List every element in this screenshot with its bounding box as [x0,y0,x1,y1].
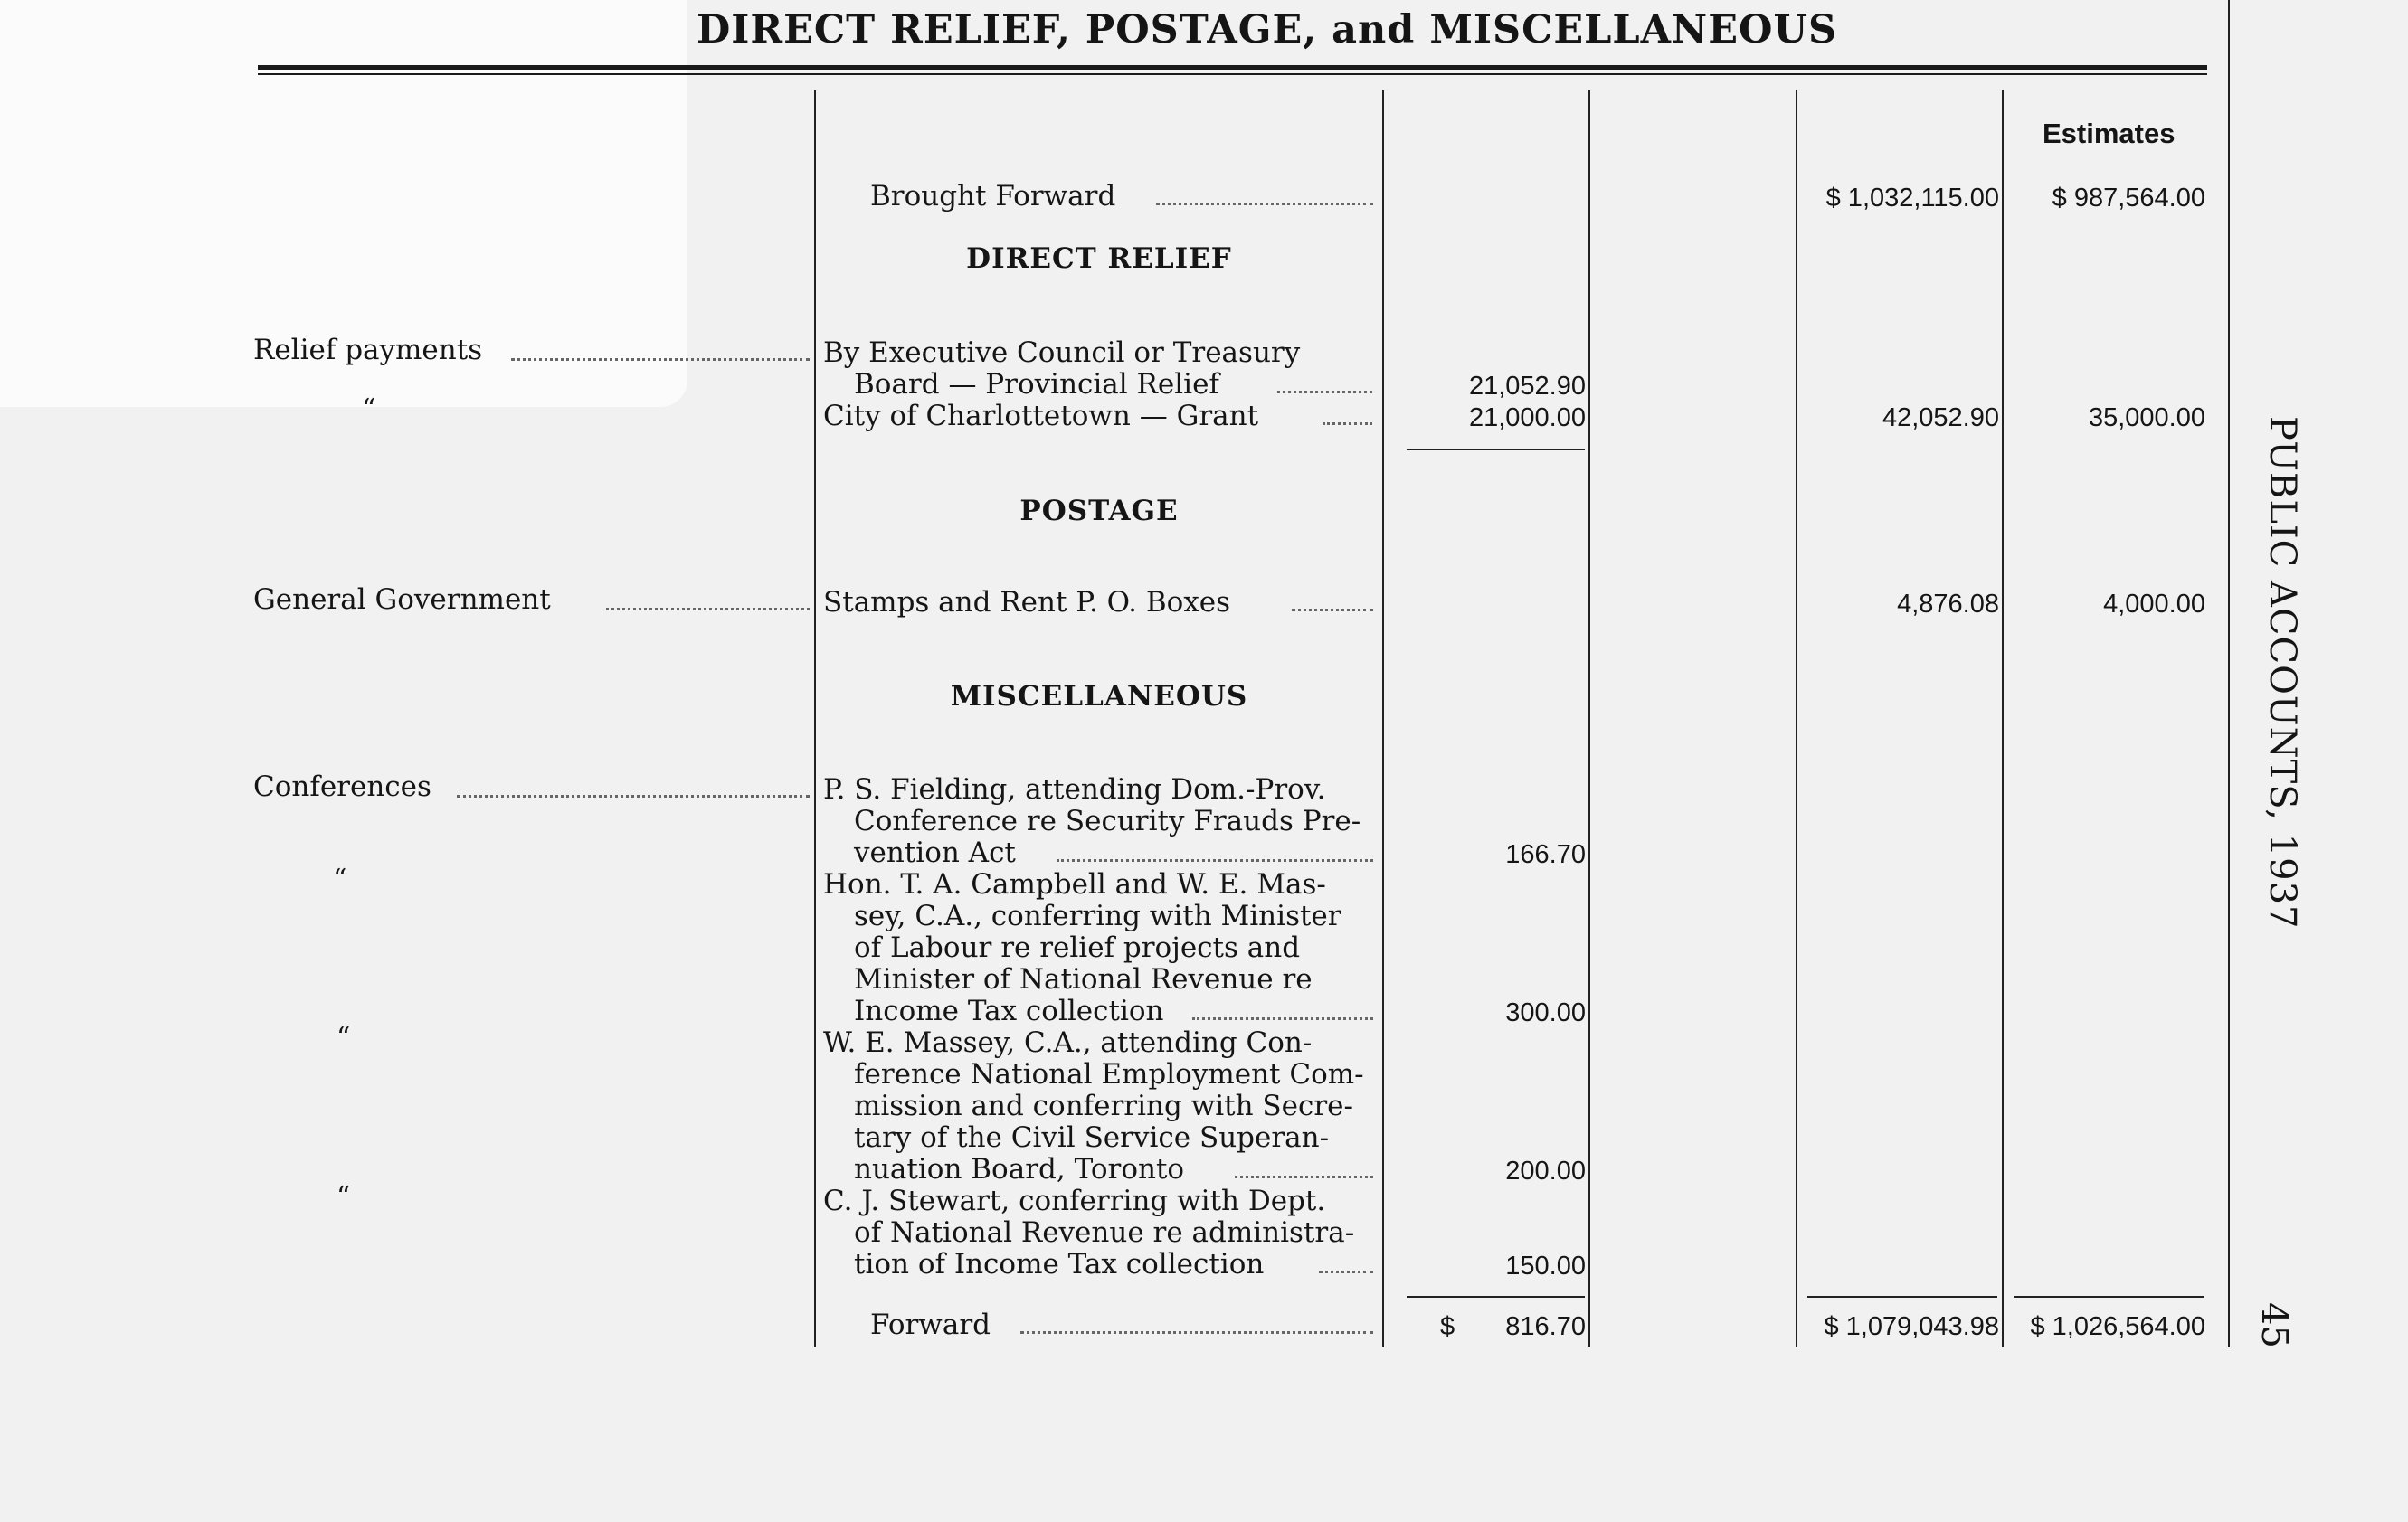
leader-dots [1235,1176,1373,1178]
ditto-mark: “ [337,1022,351,1054]
total-rule [1807,1296,1997,1298]
conference-entry-line: sey, C.A., conferring with Minister [854,900,1341,932]
leader-dots [1292,609,1373,611]
conference-entry-line: vention Act [854,837,1016,869]
column-divider [1588,90,1590,1347]
relief-line-1: By Executive Council or Treasury [823,336,1301,369]
conference-entry-line: tary of the Civil Service Superan- [854,1121,1330,1154]
column-divider [2002,90,2004,1347]
conference-entry-line: tion of Income Tax collection [854,1248,1265,1281]
brought-forward-total: $ 1,032,115.00 [1825,184,1999,213]
page-edge-line [2228,0,2230,1347]
relief-estimate: 35,000.00 [2088,403,2205,432]
category-conferences: Conferences [253,770,431,803]
section-heading-direct-relief: DIRECT RELIEF [966,242,1232,275]
column-divider [1382,90,1384,1347]
page-title: DIRECT RELIEF, POSTAGE, and MISCELLANEOUS [697,7,1838,52]
conference-amount: 150.00 [1505,1252,1586,1281]
total-rule [1407,1296,1585,1298]
forward-label: Forward [870,1309,991,1341]
conference-entry-line: P. S. Fielding, attending Dom.-Prov. [823,773,1326,806]
leader-dots [511,358,810,361]
leader-dots [1156,203,1373,205]
forward-dollar-sign: $ [1440,1312,1455,1341]
category-relief-payments: Relief payments [253,334,483,366]
leader-dots [1057,859,1373,862]
forward-estimate: $ 1,026,564.00 [2030,1312,2205,1341]
relief-line-2: Board — Provincial Relief [854,368,1219,401]
relief-line-3: City of Charlottetown — Grant [823,400,1259,432]
leader-dots [1020,1331,1373,1334]
relief-amount-1: 21,052.90 [1468,372,1586,401]
header-rule-thin [258,73,2207,75]
ditto-mark: “ [362,393,376,425]
conference-amount: 200.00 [1505,1157,1586,1186]
header-rule [258,65,2207,70]
conference-entry-line: Minister of National Revenue re [854,963,1313,996]
postage-line: Stamps and Rent P. O. Boxes [823,586,1231,619]
conference-amount: 166.70 [1505,840,1586,869]
postage-estimate: 4,000.00 [2103,590,2205,619]
relief-amount-2: 21,000.00 [1468,403,1586,432]
conference-entry-line: C. J. Stewart, conferring with Dept. [823,1185,1326,1217]
leader-dots [457,795,810,798]
total-rule [2014,1296,2204,1298]
leader-dots [1277,391,1372,393]
forward-amount: 816.70 [1505,1312,1586,1341]
column-divider [1796,90,1797,1347]
ditto-mark: “ [337,1181,351,1213]
page-number: 45 [2253,1302,2295,1348]
brought-forward-estimate: $ 987,564.00 [2052,184,2205,213]
forward-total: $ 1,079,043.98 [1824,1312,1999,1341]
leader-dots [1192,1017,1373,1020]
conference-entry-line: W. E. Massey, C.A., attending Con- [823,1026,1313,1059]
column-divider [814,90,816,1347]
conference-entry-line: Hon. T. A. Campbell and W. E. Mas- [823,868,1326,901]
relief-total: 42,052.90 [1882,403,1999,432]
side-caption: PUBLIC ACCOUNTS, 1937 [2261,416,2303,930]
conference-entry-line: of Labour re relief projects and [854,931,1301,964]
conference-entry-line: nuation Board, Toronto [854,1153,1185,1186]
conference-entry-line: Conference re Security Frauds Pre- [854,805,1361,837]
estimates-header: Estimates [2043,118,2176,149]
leader-dots [606,608,810,610]
conference-entry-line: of National Revenue re administra- [854,1216,1355,1249]
conference-amount: 300.00 [1505,998,1586,1027]
brought-forward-label: Brought Forward [870,180,1116,213]
subtotal-rule [1407,449,1585,450]
conference-entry-line: mission and conferring with Secre- [854,1090,1354,1122]
conference-entry-line: ference National Employment Com- [854,1058,1364,1091]
postage-total: 4,876.08 [1897,590,1999,619]
section-heading-postage: POSTAGE [1019,495,1179,527]
category-general-government: General Government [253,583,551,616]
leader-dots [1323,422,1372,425]
ditto-mark: “ [333,864,347,895]
section-heading-miscellaneous: MISCELLANEOUS [950,680,1248,713]
conference-entry-line: Income Tax collection [854,995,1164,1027]
leader-dots [1319,1271,1373,1273]
